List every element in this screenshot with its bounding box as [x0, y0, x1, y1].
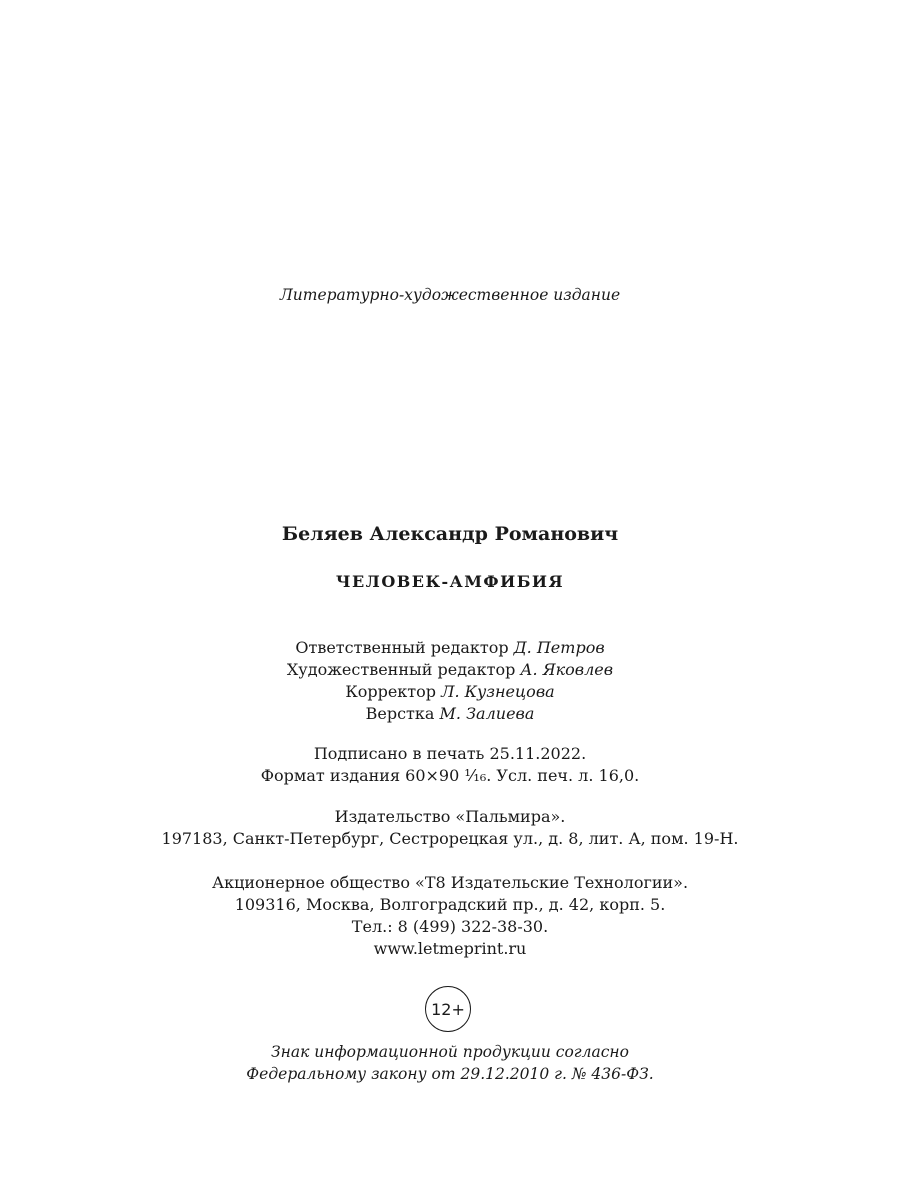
printer-phone: Тел.: 8 (499) 322-38-30. [351, 917, 549, 936]
book-title: ЧЕЛОВЕК-АМФИБИЯ [335, 572, 565, 591]
credit-role: Верстка [365, 704, 440, 723]
credit-person: М. Залиева [439, 704, 535, 723]
credit-line [0, 681, 900, 703]
legal-notice-line: Знак информационной продукции согласно [271, 1043, 629, 1061]
print-signed-date: Подписано в печать 25.11.2022. [313, 744, 587, 763]
age-rating-badge: 12+ [425, 986, 471, 1032]
legal-notice-line: Федеральному закону от 29.12.2010 г. № 436-ФЗ. [246, 1065, 654, 1083]
publisher-address: 197183, Санкт-Петербург, Сестрорецкая ул., д. 8, лит. А, пом. 19-Н. [161, 829, 739, 848]
publisher-name: Издательство «Пальмира». [334, 807, 566, 826]
author-name: Беляев Александр Романович [281, 523, 619, 545]
credit-role: Ответственный редактор [295, 638, 514, 657]
credit-role: Корректор [345, 682, 442, 701]
print-format: Формат издания 60×90 ¹⁄₁₆. Усл. печ. л. 16,0. [260, 766, 640, 785]
credit-person: А. Яковлев [520, 660, 614, 679]
credit-person: Д. Петров [513, 638, 605, 657]
credit-person: Л. Кузнецова [441, 682, 555, 701]
edition-type: Литературно-художественное издание [279, 286, 621, 304]
printer-name: Акционерное общество «Т8 Издательские Технологии». [211, 873, 689, 892]
credit-line [0, 637, 900, 659]
credit-line [0, 703, 900, 725]
credit-line [0, 659, 900, 681]
printer-website: www.letmeprint.ru [373, 939, 527, 958]
printer-address: 109316, Москва, Волгоградский пр., д. 42, корп. 5. [234, 895, 666, 914]
credit-role: Художественный редактор [286, 660, 521, 679]
